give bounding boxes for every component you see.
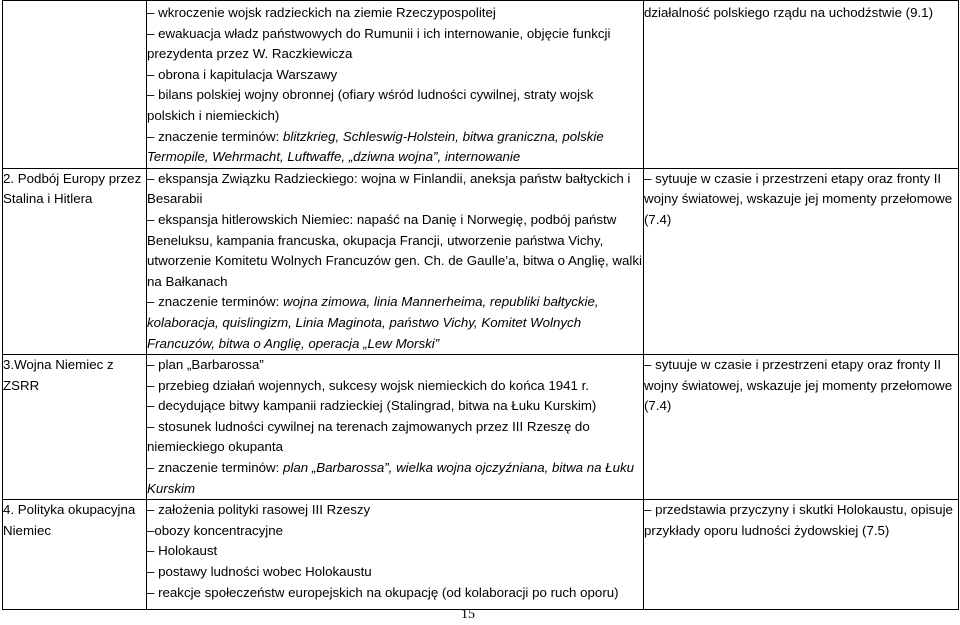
requirement-cell: – sytuuje w czasie i przestrzeni etapy oraz fronty II wojny światowej, wskazuje jej momenty przełomowe (7.4) <box>644 168 959 354</box>
list-item: – obrona i kapitulacja Warszawy <box>147 66 338 82</box>
content-cell <box>147 1 644 169</box>
list-item: – założenia polityki rasowej III Rzeszy <box>147 502 371 518</box>
list-item: – reakcje społeczeństw europejskich na okupację (od kolaboracji po ruch oporu) <box>147 584 619 600</box>
requirement-cell: działalność polskiego rządu na uchodźstwie (9.1) <box>644 1 959 169</box>
list-item: – Holokaust <box>147 543 218 559</box>
table-row <box>3 1 959 169</box>
curriculum-table <box>2 0 959 610</box>
topic-cell: 2. Podbój Europy przez Stalina i Hitlera <box>3 168 147 354</box>
list-item: – wkroczenie wojsk radzieckich na ziemie Rzeczypospolitej <box>147 5 496 20</box>
topic-cell <box>3 1 147 169</box>
list-item: – bilans polskiej wojny obronnej (ofiary wśród ludności cywilnej, straty wojsk polskich i niemieckich) <box>147 87 594 123</box>
terms-item: – znaczenie terminów: blitzkrieg, Schleswig-Holstein, bitwa graniczna, polskie Termopile, Wehrmacht, Luftwaffe, „dziwna wojna”, internowanie <box>147 128 604 165</box>
content-cell <box>147 168 644 354</box>
requirement-cell: – przedstawia przyczyny i skutki Holokaustu, opisuje przykłady oporu ludności żydowskiej (7.5) <box>644 500 959 610</box>
list-item: – przebieg działań wojennych, sukcesy wojsk niemieckich do końca 1941 r. <box>147 377 589 393</box>
table-row <box>3 355 959 500</box>
terms-item: – znaczenie terminów: plan „Barbarossa”, wielka wojna ojczyźniana, bitwa na Łuku Kurskim <box>147 460 635 496</box>
list-item: – postawy ludności wobec Holokaustu <box>147 564 372 580</box>
list-item: – stosunek ludności cywilnej na terenach zajmowanych przez III Rzeszę do niemieckiego okupanta <box>147 418 590 455</box>
table-row <box>3 168 959 354</box>
page-number: 15 <box>461 607 475 622</box>
content-cell <box>147 500 644 610</box>
table-row <box>3 500 959 610</box>
topic-cell: 3.Wojna Niemiec z ZSRR <box>3 355 147 500</box>
list-item: – decydujące bitwy kampanii radzieckiej (Stalingrad, bitwa na Łuku Kurskim) <box>147 398 597 414</box>
topic-cell: 4. Polityka okupacyjna Niemiec <box>3 500 147 610</box>
list-item: –obozy koncentracyjne <box>147 522 284 538</box>
list-item: – ewakuacja władz państwowych do Rumunii i ich internowanie, objęcie funkcji prezydenta przez W. Raczkiewicza <box>147 25 611 62</box>
requirement-cell: – sytuuje w czasie i przestrzeni etapy oraz fronty II wojny światowej, wskazuje jej momenty przełomowe (7.4) <box>644 355 959 500</box>
terms-item: – znaczenie terminów: wojna zimowa, linia Mannerheima, republiki bałtyckie, kolaboracja, quislingizm, Linia Maginota, państwo Vichy, Komitet Wolnych Francuzów, bitwa o Anglię, operacja „Lew Morski” <box>147 294 599 351</box>
list-item: – ekspansja hitlerowskich Niemiec: napaść na Danię i Norwegię, podbój państw Beneluksu, kampania francuska, okupacja Francji, utworzenie państwa Vichy, utworzenie Komitetu Wolnych Francuzów gen. Ch. de Gaulle’a, bitwa o Anglię, walki na Bałkanach <box>147 211 642 289</box>
content-cell <box>147 355 644 500</box>
list-item: – plan „Barbarossa” <box>147 357 264 373</box>
list-item: – ekspansja Związku Radzieckiego: wojna w Finlandii, aneksja państw bałtyckich i Besarabii <box>147 170 631 207</box>
